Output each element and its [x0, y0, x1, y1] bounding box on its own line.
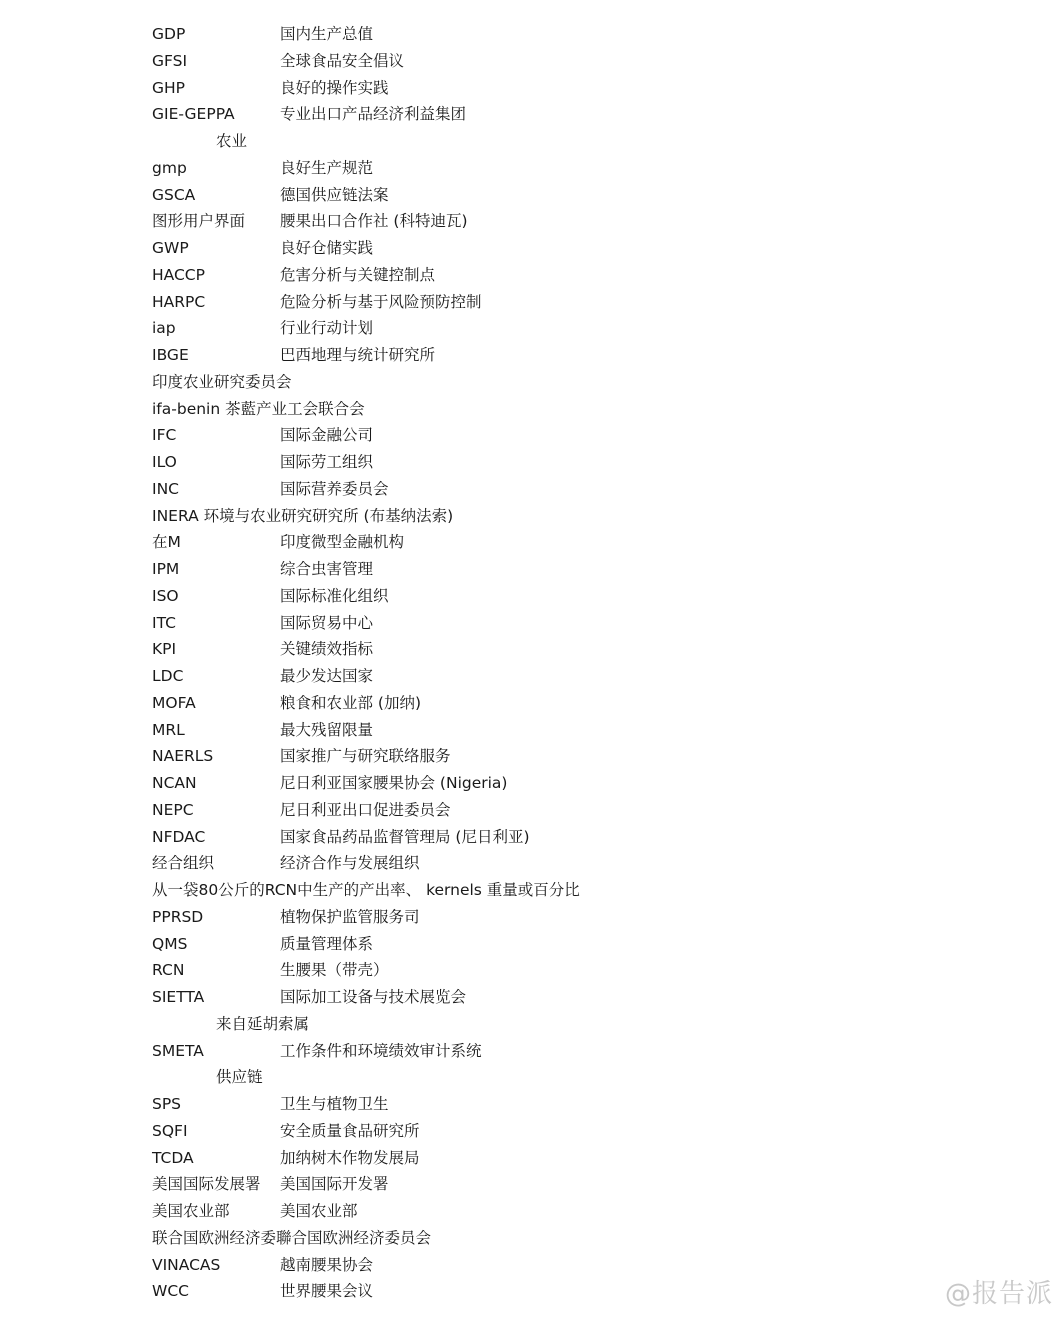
glossary-abbreviation: NAERLS [152, 747, 214, 766]
glossary-row [152, 636, 1012, 663]
glossary-definition: 关键绩效指标 [280, 640, 374, 659]
glossary-row [152, 21, 1012, 48]
glossary-row [152, 503, 1012, 530]
glossary-abbreviation: MRL [152, 720, 185, 739]
glossary-definition: 印度微型金融机构 [280, 533, 405, 552]
glossary-definition: 良好生产规范 [280, 158, 374, 177]
glossary-row [152, 1198, 1012, 1225]
glossary-definition: 农业 [216, 132, 248, 150]
glossary-row [152, 262, 1012, 289]
glossary-row [152, 342, 1012, 369]
glossary-definition: 经济合作与发展组织 [280, 854, 420, 873]
glossary-definition: 综合虫害管理 [280, 560, 374, 578]
glossary-abbreviation: HACCP [152, 265, 205, 284]
glossary-row [152, 663, 1012, 690]
glossary-definition: 全球食品安全倡议 [280, 51, 405, 70]
glossary-definition: 巴西地理与统计研究所 [280, 346, 436, 364]
glossary-abbreviation: HARPC [152, 292, 206, 311]
glossary-row [152, 556, 1012, 583]
glossary-abbreviation: INERA 环境与农业研究研究所 (布基纳法索) [152, 506, 454, 525]
glossary-abbreviation: GDP [152, 25, 186, 43]
glossary-definition: 国际营养委员会 [280, 479, 389, 498]
glossary-row [152, 743, 1012, 770]
glossary-row [152, 904, 1012, 931]
glossary-row [152, 984, 1012, 1011]
glossary-row [152, 315, 1012, 342]
glossary-abbreviation: VINACAS [152, 1255, 221, 1274]
glossary-definition: 植物保护监管服务司 [280, 907, 420, 926]
glossary-definition: 越南腰果协会 [280, 1255, 374, 1274]
glossary-row [152, 396, 1012, 423]
glossary-definition: 专业出口产品经济利益集团 [280, 105, 467, 124]
glossary-row [152, 1171, 1012, 1198]
glossary-abbreviation: 图形用户界面 [152, 212, 246, 231]
glossary-row [152, 75, 1012, 102]
glossary-abbreviation: IPM [152, 560, 180, 578]
glossary-abbreviation: SMETA [152, 1041, 204, 1060]
glossary-abbreviation: NEPC [152, 800, 194, 819]
glossary-definition: 国家食品药品监督管理局 (尼日利亚) [280, 827, 530, 846]
glossary-row [152, 208, 1012, 235]
glossary-definition: 安全质量食品研究所 [280, 1121, 420, 1140]
glossary-definition: 卫生与植物卫生 [280, 1095, 389, 1113]
glossary-abbreviation: 经合组织 [152, 854, 215, 873]
glossary-row [152, 369, 1012, 396]
glossary-row [152, 1118, 1012, 1145]
glossary-row [152, 155, 1012, 182]
glossary-definition: 危险分析与基于风险预防控制 [280, 292, 482, 311]
glossary-definition: 美国国际开发署 [280, 1175, 389, 1194]
glossary-definition: 良好的操作实践 [280, 78, 389, 97]
glossary-row [152, 1225, 1012, 1252]
glossary-row [152, 1038, 1012, 1065]
glossary-abbreviation: GFSI [152, 51, 188, 70]
glossary-definition: 国家推广与研究联络服务 [280, 747, 451, 766]
glossary-definition: 国际标准化组织 [280, 586, 389, 605]
glossary-row [152, 770, 1012, 797]
glossary-abbreviation: 在M [152, 533, 181, 552]
glossary-abbreviation: SIETTA [152, 988, 205, 1006]
glossary-abbreviation: ITC [152, 613, 176, 632]
glossary-abbreviation: 美国国际发展署 [152, 1175, 261, 1194]
glossary-row [152, 182, 1012, 209]
glossary-row [152, 449, 1012, 476]
glossary-definition: 国际劳工组织 [280, 453, 374, 471]
glossary-row [152, 1252, 1012, 1279]
glossary-row [152, 422, 1012, 449]
glossary-row [152, 48, 1012, 75]
glossary-row [152, 877, 1012, 904]
glossary-row [152, 1064, 1012, 1091]
glossary-abbreviation: QMS [152, 934, 188, 953]
glossary-definition: 德国供应链法案 [280, 185, 389, 204]
glossary-row [152, 583, 1012, 610]
glossary-definition: 工作条件和环境绩效审计系统 [280, 1041, 482, 1060]
glossary-definition: 国际金融公司 [280, 426, 374, 445]
glossary-abbreviation: INC [152, 479, 179, 498]
glossary-row [152, 797, 1012, 824]
glossary-definition: 行业行动计划 [280, 319, 374, 338]
watermark: @报告派 [944, 1279, 1053, 1309]
glossary-abbreviation: 联合国欧洲经济委聯合国欧洲经济委员会 [152, 1228, 432, 1247]
glossary-definition: 危害分析与关键控制点 [280, 265, 436, 284]
glossary-definition: 国内生产总值 [280, 25, 374, 43]
glossary-abbreviation: ILO [152, 453, 177, 471]
glossary-row [152, 1278, 1012, 1305]
glossary-row [152, 931, 1012, 958]
glossary-row [152, 610, 1012, 637]
glossary-definition: 尼日利亚出口促进委员会 [280, 800, 451, 819]
glossary-row [152, 476, 1012, 503]
glossary-abbreviation: SPS [152, 1095, 182, 1113]
glossary-definition: 最大残留限量 [280, 720, 374, 739]
glossary-row [152, 717, 1012, 744]
glossary-row [152, 529, 1012, 556]
glossary-abbreviation: GSCA [152, 185, 196, 204]
glossary-abbreviation: MOFA [152, 693, 196, 712]
glossary-definition: 来自延胡索属 [216, 1014, 310, 1033]
glossary-definition: 腰果出口合作社 (科特迪瓦) [280, 212, 468, 231]
glossary-abbreviation: ISO [152, 586, 179, 605]
glossary-abbreviation: IFC [152, 426, 177, 445]
glossary-abbreviation: ifa-benin 茶藍产业工会联合会 [152, 399, 365, 418]
glossary-abbreviation: TCDA [152, 1148, 194, 1167]
glossary-definition: 国际贸易中心 [280, 613, 374, 632]
glossary-row [152, 690, 1012, 717]
glossary-row [152, 850, 1012, 877]
glossary-definition: 粮食和农业部 (加纳) [280, 693, 422, 712]
glossary-row [152, 289, 1012, 316]
glossary-row [152, 101, 1012, 128]
glossary-abbreviation: KPI [152, 640, 177, 659]
glossary-abbreviation: RCN [152, 961, 185, 980]
glossary-row [152, 128, 1012, 155]
glossary-abbreviation: iap [152, 319, 176, 338]
glossary-abbreviation: GIE-GEPPA [152, 105, 235, 124]
glossary-list [152, 21, 1012, 1305]
glossary-definition: 国际加工设备与技术展览会 [280, 988, 467, 1006]
glossary-definition: 加纳树木作物发展局 [280, 1148, 420, 1167]
glossary-definition: 美国农业部 [280, 1202, 358, 1220]
glossary-row [152, 235, 1012, 262]
glossary-definition: 良好仓储实践 [280, 239, 374, 257]
glossary-abbreviation: WCC [152, 1282, 189, 1301]
glossary-definition: 质量管理体系 [280, 934, 374, 953]
glossary-row [152, 1091, 1012, 1118]
glossary-abbreviation: IBGE [152, 346, 189, 364]
glossary-row [152, 1011, 1012, 1038]
glossary-definition: 生腰果（带壳） [280, 961, 389, 980]
glossary-abbreviation: gmp [152, 158, 187, 177]
glossary-abbreviation: GHP [152, 78, 186, 97]
glossary-row [152, 824, 1012, 851]
glossary-abbreviation: SQFI [152, 1121, 188, 1140]
glossary-abbreviation: 印度农业研究委员会 [152, 372, 292, 391]
glossary-abbreviation: 从一袋80公斤的RCN中生产的产出率、 kernels 重量或百分比 [152, 881, 580, 899]
glossary-definition: 最少发达国家 [280, 667, 374, 685]
glossary-row [152, 957, 1012, 984]
glossary-definition: 供应链 [216, 1068, 263, 1087]
glossary-abbreviation: NFDAC [152, 827, 206, 846]
glossary-definition: 尼日利亚国家腰果协会 (Nigeria) [280, 774, 508, 792]
glossary-definition: 世界腰果会议 [280, 1282, 374, 1301]
glossary-abbreviation: LDC [152, 667, 184, 685]
glossary-abbreviation: PPRSD [152, 907, 204, 926]
glossary-abbreviation: 美国农业部 [152, 1202, 230, 1220]
glossary-row [152, 1145, 1012, 1172]
glossary-abbreviation: NCAN [152, 774, 197, 792]
glossary-abbreviation: GWP [152, 239, 189, 257]
